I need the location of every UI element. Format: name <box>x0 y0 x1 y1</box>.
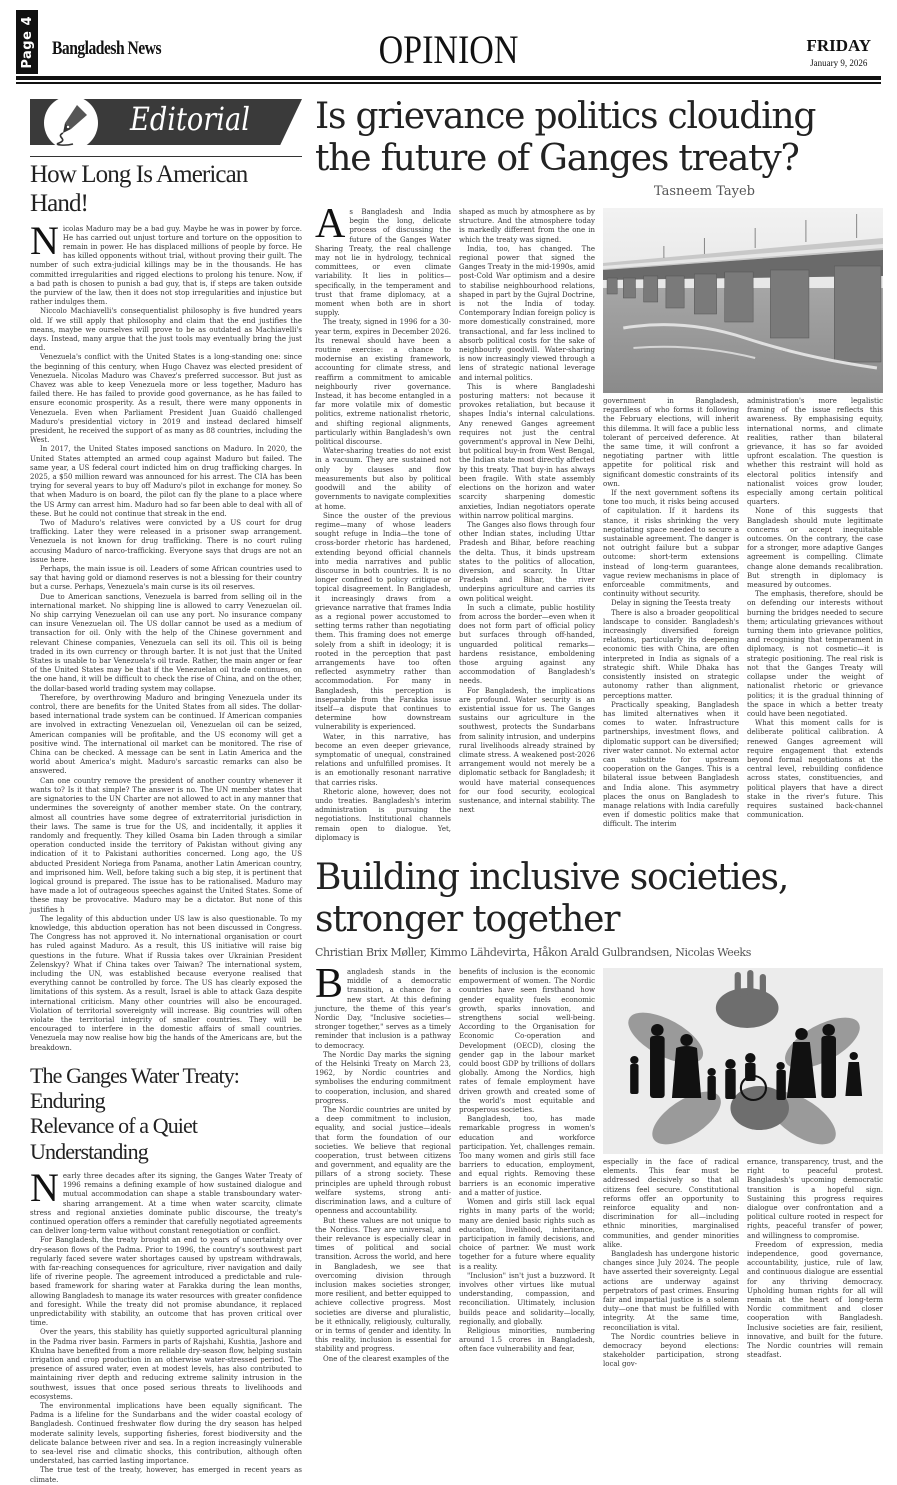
paragraph: The Nordic countries believe in democracy beyond elections: stakeholder participation, strong local gov- <box>603 1332 739 1369</box>
dropcap: B <box>315 961 344 1008</box>
dropcap: N <box>30 217 59 263</box>
paragraph: What this moment calls for is deliberate political calibration. A renewed Ganges agreement will require engagement that extends beyond formal negotiations at the central level, rebuilding confidence across states, constituencies, and political players that have a direct stake in the river's future. This requires sustained back-channel communication. <box>747 719 883 820</box>
paragraph: If the next government softens its tone too much, it risks being accused of capitulation. If it hardens its stance, it risks shrinking the very negotiating space needed to secure a sustainable agreement. The danger is not outright failure but a subpar outcome: short-term extensions instead of long-term guarantees, vague review mechanisms in place of enforceable commitments, and continuity without security. <box>603 489 739 599</box>
subhead: Delay in signing the Teesta treaty <box>611 599 731 608</box>
article2-columns <box>315 961 885 1370</box>
paragraph: For Bangladesh, the implications are profound. Water security is an existential issue for us. The Ganges sustains our agriculture in the southwest, protects the Sundarbans from salinity intrusion, and underpins rural livelihoods already strained by climate stress. A weakened post-2026 arrangement would not merely be a diplomatic setback for Bangladesh; it would have material consequences for our food security, ecological sustenance, and internal stability. The next <box>459 686 595 815</box>
section-title: OPINION <box>378 27 519 72</box>
editorial-headline[interactable]: How Long Is American Hand! <box>30 161 248 217</box>
article-ganges-grievance <box>315 96 885 843</box>
paragraph: Practically speaking, Bangladesh has limited alternatives when it comes to water. Infrastructure partnerships, investment flows, and diplomatic support can be diversified; river water cannot. No external actor can substitute for upstream cooperation on the Ganges. This is a bilateral issue between Bangladesh and India alone. This asymmetry places the onus on Bangladesh to manage relations with India carefully even if domestic politics make that difficult. The interim <box>603 700 739 829</box>
ganges-body <box>30 1164 302 1485</box>
paragraph: In such a climate, public hostility from across the border—even when it does not form part of official policy but surfaces through off-handed, unguarded political remarks—hardens resistance, emboldening those arguing against any accommodation of Bangladesh's needs. <box>459 603 595 686</box>
paragraph: The Ganges also flows through four other Indian states, including Uttar Pradesh and Bihar, before reaching the delta. Thus, it binds upstream states to the politics of allocation, diversion, and scarcity. In Uttar Pradesh and Bihar, the river underpins agriculture and carries its own political weight. <box>459 520 595 603</box>
paragraph: Two of Maduro's relatives were convicted by a US court for drug trafficking. Later they were released in a prisoner swap arrangement. Venezuela is not known for drug trafficking. There is no court ruling accusing Maduro of narco-trafficking. Everyone says that drugs are not an issue here. <box>30 519 302 564</box>
paragraph: Nearly three decades after its signing, the Ganges Water Treaty of 1996 remains a defining example of how sustained dialogue and mutual accommodation can shape a stable transboundary water-sharing arrangement. At a time when water scarcity, climate stress and regional anxieties dominate public discourse, the treaty's continued operation offers a reminder that carefully negotiated agreements can deliver long-term value without constant renegotiation or conflict. <box>30 1164 302 1236</box>
paragraph: Therefore, by overthrowing Maduro and bringing Venezuela under its control, there are benefits for the United States from all sides. The dollar-based international trade system can be continued. If American companies are involved in extracting Venezuelan oil, Venezuelan oil can be seized, American companies will be profitable, and the US economy will get a positive wind. The international oil market can be monitored. The rise of China can be checked. A message can be sent in Latin America and the world about America's might. Maduro's sarcastic remarks can also be answered. <box>30 693 302 776</box>
article2-headline-line2[interactable]: stronger together <box>315 899 620 941</box>
paragraph: Rhetoric alone, however, does not undo treaties. Bangladesh's interim administration is pursuing the negotiations. Institutional channels remain open to dialogue. Yet, diplomacy is <box>315 787 451 842</box>
paragraph: The Nordic countries are united by a deep commitment to inclusion, equality, and social justice—ideals that form the foundation of our societies. We believe that regional cooperation, trust between citizens and government, and equality are the pillars of a strong society. These principles are upheld through robust welfare systems, strong anti-discrimination laws, and a culture of openness and accountability. <box>315 1106 451 1216</box>
paragraph: Women and girls still lack equal rights in many parts of the world; many are denied basic rights such as education, livelihood, inheritance, participation in family decisions, and choice of partner. We must work together for a future where equality is a reality. <box>459 1198 595 1271</box>
editorial-label: Editorial <box>130 100 250 138</box>
article2-column-3 <box>603 1158 739 1370</box>
article1-byline[interactable]: Tasneem Tayeb <box>653 184 755 199</box>
paragraph: Venezuela's conflict with the United States is a long-standing one: since the beginning of this century, when Hugo Chavez was elected president of Venezuela. Nicolas Maduro was Chavez's preferred successor. But just as Chavez was able to keep Venezuela more or less together, Maduro has failed there. He has failed to provide good governance, as he has failed to ensure economic prosperity. As a result, there were many opponents in Venezuela. Even when Parliament President Juan Guaidó challenged Maduro's presidential victory in 2019 and instead declared himself president, he received the support of as many as 88 countries, including the West. <box>30 353 302 445</box>
paragraph: Bangladesh has undergone historic changes since July 2024. The people have asserted their sovereignty. Legal actions are underway against perpetrators of past crimes. Ensuring fair and impartial justice is a solemn duty—one that must be fulfilled with integrity. At the same time, reconciliation is vital. <box>603 1250 739 1332</box>
paragraph: Due to American sanctions, Venezuela is barred from selling oil in the international market. No shipping line is allowed to carry Venezuelan oil. No ship carrying Venezuelan oil can use any port. No insurance company can insure Venezuelan oil. The US dollar cannot be used as a medium of transaction for oil. Only with the help of the Chinese government and relevant Chinese companies, Venezuela can sell its oil. This oil is being traded in its own currency or through barter. It is not just that the United States is unable to bar Venezuela's oil trade. Rather, the main anger or fear of the United States may be that if the Venezuelan oil trade continues, on the one hand, it will be difficult to check the rise of China, and on the other, the dollar-based world trading system may collapse. <box>30 592 302 693</box>
paragraph: Over the years, this stability has quietly supported agricultural planning in the Padma river basin. Farmers in parts of Rajshahi, Kushtia, Jashore and Khulna have benefited from a more reliable dry-season flow, helping sustain irrigation and crop production in an otherwise water-stressed period. The presence of assured water, even at modest levels, has also contributed to maintaining river depth and reducing extreme salinity intrusion in the southwest, issues that once posed serious threats to livelihoods and ecosystems. <box>30 1328 302 1401</box>
dropcap: N <box>30 1164 59 1210</box>
paragraph: government in Bangladesh, regardless of who forms it following the February elections, will inherit this dilemma. It will face a public less tolerant of perceived deference. At the same time, it will confront a negotiating partner with little appetite for political risk and significant domestic constraints of its own. <box>603 397 739 488</box>
paragraph: The true test of the treaty, however, has emerged in recent years as climate. <box>30 1466 302 1484</box>
left-column <box>30 96 302 1485</box>
masthead-rules <box>16 76 881 84</box>
page-number-tab <box>16 10 38 74</box>
paragraph: None of this suggests that Bangladesh should mute legitimate concerns or accept inequitable outcomes. On the contrary, the case for a stronger, more adaptive Ganges agreement is compelling. Climate change alone demands recalibration. But strength in diplomacy is measured by outcomes. <box>747 507 883 590</box>
article1-column-4 <box>747 397 883 830</box>
ganges-headline-line2[interactable]: Relevance of a Quiet Understanding <box>30 1113 198 1164</box>
paragraph: Niccolo Machiavelli's consequentialist philosophy is five hundred years old. If we still apply that philosophy and claim that the end justifies the means, maybe we ourselves will prove to be as outdated as Machiavelli's days. Instead, many argue that the just tools may eventually bring the just end. <box>30 307 302 353</box>
paragraph: Perhaps, the main issue is oil. Leaders of some African countries used to say that having gold or diamond reserves is not a blessing for their country but a curse. Perhaps, Venezuela's main curse is its oil reserves. <box>30 565 302 592</box>
dateline <box>806 36 871 68</box>
article2-headline-line1[interactable]: Building inclusive societies, <box>315 857 789 899</box>
paragraph: There is also a broader geopolitical landscape to consider. Bangladesh's increasingly diversified foreign relations, particularly its deepening economic ties with China, are often interpreted in India as signals of a strategic shift. While Dhaka has consistently insisted on strategic autonomy rather than alignment, perceptions matter. <box>603 608 739 700</box>
paragraph: The Nordic Day marks the signing of the Helsinki Treaty on March 23, 1962, by Nordic countries and symbolises the enduring commitment to cooperation, inclusion, and shared progress. <box>315 1050 451 1105</box>
paragraph: shaped as much by atmosphere as by structure. And the atmosphere today is markedly different from the one in which the treaty was signed. <box>459 208 595 244</box>
article1-column-1 <box>315 201 451 843</box>
article2-column-1 <box>315 961 451 1364</box>
paragraph: Nicolas Maduro may be a bad guy. Maybe he was in power by force. He has carried out unjust torture and torture on the opposition to remain in power. He has displaced millions of people by force. He has killed opponents without trial, without proving their guilt. The number of such extra-judicial killings may be in the thousands. He has committed irregularities and rigged elections to prolong his tenure. Now, if a bad path is chosen to punish a bad guy, that is, if steps are taken outside the purview of the law, then it does not stop irregularities and injustice but rather indulges them. <box>30 217 302 307</box>
ganges-editorial-section <box>30 1063 302 1485</box>
paragraph: benefits of inclusion is the economic empowerment of women. The Nordic countries have seen firsthand how gender equality fuels economic growth, sparks innovation, and strengthens social well-being. According to the Organisation for Economic Co-operation and Development (OECD), closing the gender gap in the labour market could boost GDP by trillions of dollars globally. Among the Nordics, high rates of female employment have driven growth and created some of the world's most equitable and prosperous societies. <box>459 968 595 1115</box>
inclusive-families-hands-illustration[interactable] <box>603 968 883 1154</box>
paragraph: Religious minorities, numbering around 1.5 crores in Bangladesh, often face vulnerability and fear, <box>459 1326 595 1354</box>
right-column <box>315 96 885 1370</box>
paragraph: In 2017, the United States imposed sanctions on Maduro. In 2020, the United States attempted an armed coup against Maduro but failed. The same year, a US federal court indicted him on drug trafficking charges. In 2025, a $50 million reward was announced for his arrest. The CIA has been trying for several years to buy off Maduro's pilot in exchange for money. So that when Maduro is on board, the pilot can fly the plane to a place where the US Army can arrest him. Maduro had so far been able to deal with all of these. But he could not continue that streak in the end. <box>30 445 302 518</box>
date-label: January 9, 2026 <box>810 58 868 68</box>
paragraph: Bangladesh, too, has made remarkable progress in women's education and workforce participation. Yet, challenges remain. Too many women and girls still face barriers to education, employment, and equal rights. Removing these barriers is an economic imperative and a matter of justice. <box>459 1115 595 1197</box>
article1-column-2 <box>459 208 595 815</box>
article1-headline-line2[interactable]: the future of Ganges treaty? <box>315 138 799 179</box>
article2-column-4 <box>747 1158 883 1370</box>
paragraph: One of the clearest examples of the <box>323 1354 450 1363</box>
paragraph: For Bangladesh, the treaty brought an end to years of uncertainty over dry-season flows of the Padma. Prior to 1996, the country's southwest part regularly faced severe water shortages caused by upstream withdrawals, with far-reaching consequences for agriculture, river navigation and daily life of riverine people. The agreement introduced a predictable and rule-based framework for sharing water at Farakka during the lean months, allowing Bangladesh to manage its water resources with greater confidence and foresight. While the treaty did not promise abundance, it replaced unpredictability with stability, an outcome that has proven critical over time. <box>30 1236 302 1328</box>
article1-columns-3-4 <box>603 208 883 830</box>
article1-headline-line1[interactable]: Is grievance politics clouding <box>315 96 816 137</box>
brand-name[interactable]: Bangladesh News <box>52 38 162 59</box>
article-inclusive-societies <box>315 857 885 1370</box>
barrage-bridge-photo[interactable] <box>603 208 883 393</box>
editorial-section <box>30 96 302 1053</box>
paragraph: This is where Bangladeshi posturing matters: not because it provokes retaliation, but because it shapes India's internal calculations. Any renewed Ganges agreement requires not just the central government's approval in New Delhi, but political buy-in from West Bengal, the Indian state most directly affected by this treaty. That buy-in has always been fragile. With state assembly elections on the horizon and water scarcity sharpening domestic anxieties, Indian negotiators operate within narrow political margins. <box>459 382 595 520</box>
editorial-banner <box>30 96 302 150</box>
paragraph: The environmental implications have been equally significant. The Padma is a lifeline for the Sundarbans and the wider coastal ecology of Bangladesh. Continued freshwater flow during the dry season has helped moderate salinity levels, supporting fisheries, forest biodiversity and the delicate balance between river and sea. In a region increasingly vulnerable to sea-level rise and climatic shocks, this contribution, although often understated, has carried lasting importance. <box>30 1402 302 1466</box>
page-label: Page 4 <box>19 15 35 69</box>
paragraph: Can one country remove the president of another country whenever it wants to? Is it that simple? The answer is no. The UN member states that are signatories to the UN Charter are not allowed to act in any manner that undermines the sovereignty of another member state. On the contrary, almost all countries have some degree of extraterritorial jurisdiction in their laws. The same is true for the US, and incidentally, it applies it randomly and frequently. They killed Osama bin Laden through a similar operation conducted inside the territory of Pakistan without giving any indication of it to Pakistani authorities concerned. Long ago, the US abducted President Noriega from Panama, another Latin American country, and imprisoned him. Well, before taking such a big step, it is pertinent that logical ground is prepared. The issue has to be rationalised. Maduro may have made a lot of outrageous speeches against the United States. Some of these may be provocative. Maduro may be a dictator. But none of this justifies h <box>30 776 302 914</box>
article1-columns <box>315 201 885 843</box>
paragraph: especially in the face of radical elements. This fear must be addressed decisively so that all citizens feel secure. Constitutional reforms offer an opportunity to reinforce equality and non-discrimination for all—including ethnic minorities, marginalised communities, and gender minorities alike. <box>603 1158 739 1249</box>
day-label: FRIDAY <box>806 36 871 55</box>
paragraph: ernance, transparency, trust, and the right to peaceful protest. Bangladesh's upcoming democratic transition is a hopeful sign. Sustaining this progress requires dialogue over confrontation and a political culture rooted in respect for rights, peaceful transfer of power, and willingness to compromise. <box>747 1158 883 1240</box>
paragraph: Freedom of expression, media independence, good governance, accountability, justice, rule of law, and continuous dialogue are essential for any thriving democracy. Upholding human rights for all will remain at the heart of long-term Nordic commitment and closer cooperation with Bangladesh. Inclusive societies are fair, resilient, innovative, and built for the future. The Nordic countries will remain steadfast. <box>747 1240 883 1360</box>
article1-column-3 <box>603 397 739 830</box>
masthead <box>16 10 881 76</box>
paragraph: Water, in this narrative, has become an even deeper grievance, symptomatic of unequal, constrained relations and unfulfilled promises. It is an emotionally resonant narrative that carries risks. <box>315 732 451 787</box>
paragraph: The emphasis, therefore, should be on defending our interests without burning the bridges needed to secure them; articulating grievances without turning them into grievance politics, and recognising that temperament in diplomacy, is not cosmetic—it is strategic positioning. The real risk is not that the Ganges Treaty will collapse under the weight of nationalist rhetoric or grievance politics; it is the gradual thinning of the space in which a better treaty could have been negotiated. <box>747 590 883 718</box>
paragraph: administration's more legalistic framing of the issue reflects this awareness. By emphasising equity, international norms, and climate realities, rather than bilateral grievance, it has so far avoided upfront escalation. The question is whether this restraint will hold as electoral politics intensify and nationalist voices grow louder, especially among certain political quarters. <box>747 397 883 507</box>
paragraph: But these values are not unique to the Nordics. They are universal, and their relevance is especially clear in times of political and social transition. Across the world, and here in Bangladesh, we see that overcoming division through inclusion makes societies stronger, more resilient, and better equipped to achieve collective progress. Most societies are diverse and pluralistic, be it ethnically, religiously, culturally, or in terms of gender and identity. In this reality, inclusion is essential for stability and progress. <box>315 1216 451 1354</box>
paragraph: "Inclusion" isn't just a buzzword. It involves other virtues like mutual understanding, compassion, and reconciliation. Ultimately, inclusion builds peace and solidarity—locally, regionally, and globally. <box>459 1271 595 1326</box>
paragraph: Since the ouster of the previous regime—many of whose leaders sought refuge in India—the tone of cross-border rhetoric has hardened, extending beyond official channels into media narratives and public discourse in both countries. It is no longer confined to policy critique or topical disagreement. In Bangladesh, it increasingly draws from a grievance narrative that frames India as a regional power accustomed to setting terms rather than negotiating them. This framing does not emerge solely from a shift in ideology; it is rooted in the perception that past arrangements have too often reflected asymmetry rather than accommodation. For many in Bangladesh, this perception is inseparable from the Farakka issue itself—a dispute that continues to determine how downstream vulnerability is experienced. <box>315 511 451 732</box>
masthead-rule <box>16 76 881 80</box>
fountain-pen-icon <box>44 96 98 150</box>
paragraph: The legality of this abduction under US law is also questionable. To my knowledge, this abduction operation has not been discussed in Congress. The Congress has not approved it. No international organisation or court has ruled against Maduro. As a result, this US initiative will raise big questions in the future. What if Russia takes over Ukrainian President Zelenskyy? What if China takes over Taiwan? The international system, including the UN, was established because everyone realised that everything cannot be controlled by force. The US has clearly exposed the limitations of this system. As a result, Israel is able to attack Gaza despite international criticism. Many other countries will also be encouraged. Violation of territorial sovereignty will increase. Big countries will often violate the territorial integrity of smaller countries. They will be encouraged to interfere in the domestic affairs of small countries. Venezuela may now realise how big the hands of the Americans are, but the breakdown. <box>30 914 302 1052</box>
paragraph: Bangladesh stands in the middle of a democratic transition, a chance for a new start. At this defining juncture, the theme of this year's Nordic Day, "Inclusive societies—stronger together," serves as a timely reminder that inclusion is a pathway to democracy. <box>315 961 451 1050</box>
paragraph: The treaty, signed in 1996 for a 30-year term, expires in December 2026. Its renewal should have been a routine exercise: a chance to modernise an existing framework, accounting for climate stress, and reaffirm a commitment to amicable neighbourly river governance. Instead, it has become entangled in a far more volatile mix of domestic politics, extreme nationalist rhetoric, and shifting regional alignments, particularly within Bangladesh's own political discourse. <box>315 318 451 447</box>
editorial-body <box>30 217 302 1053</box>
article2-byline[interactable]: Christian Brix Møller, Kimmo Lähdevirta, Håkon Arald Gulbrandsen, Nicolas Weeks <box>315 946 751 960</box>
article2-columns-3-4 <box>603 968 883 1370</box>
paragraph: India, too, has changed. The regional power that signed the Ganges Treaty in the mid-1990s, amid post-Cold War optimism and a desire to stabilise neighbourhood relations, shaped in part by the Gujral Doctrine, is not the India of today. Contemporary Indian foreign policy is more domestically constrained, more transactional, and far less inclined to absorb political costs for the sake of neighbourly goodwill. Water-sharing is now increasingly viewed through a lens of strategic national leverage and internal politics. <box>459 244 595 382</box>
paragraph: As Bangladesh and India begin the long, delicate process of discussing the future of the Ganges Water Sharing Treaty, the real challenge may not lie in hydrology, technical committees, or even climate variability. It lies in politics—specifically, in the temperament and trust that frame diplomacy, at a moment when both are in short supply. <box>315 201 451 318</box>
masthead-rule-thin <box>16 82 881 84</box>
ganges-headline-line1[interactable]: The Ganges Water Treaty: Enduring <box>30 1062 240 1114</box>
dropcap: A <box>315 201 346 247</box>
article2-column-2 <box>459 968 595 1355</box>
page-layout <box>30 96 885 1485</box>
paragraph: Water-sharing treaties do not exist in a vacuum. They are sustained not only by clauses and flow measurements but also by political goodwill and the ability of governments to navigate complexities at home. <box>315 447 451 511</box>
